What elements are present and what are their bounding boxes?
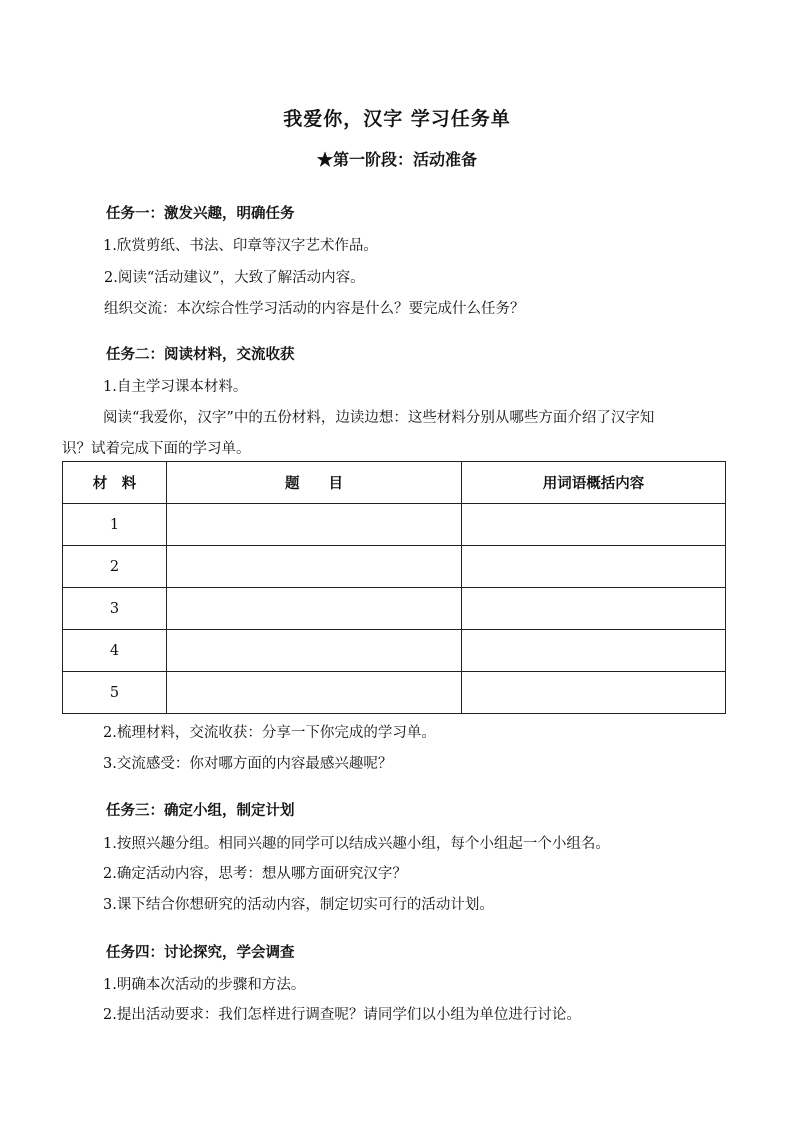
row-number: 2 [63, 546, 167, 588]
table-header-row [63, 462, 726, 504]
title-cell[interactable] [167, 588, 462, 630]
row-number: 3 [63, 588, 167, 630]
task2-reading-line-2: 识？试着完成下面的学习单。 [62, 441, 251, 457]
header-title: 题 目 [167, 462, 462, 504]
summary-cell[interactable] [462, 588, 726, 630]
task4-item-2: 2.提出活动要求：我们怎样进行调查呢？请同学们以小组为单位进行讨论。 [103, 1007, 581, 1023]
title-cell[interactable] [167, 672, 462, 714]
task3-item-2: 2.确定活动内容，思考：想从哪方面研究汉字？ [103, 866, 407, 882]
task3-item-1: 1.按照兴趣分组。相同兴趣的同学可以结成兴趣小组，每个小组起一个小组名。 [103, 836, 610, 852]
row-number: 4 [63, 630, 167, 672]
table-row [63, 672, 726, 714]
table-row [63, 546, 726, 588]
task3-heading: 任务三：确定小组，制定计划 [106, 802, 295, 819]
task1-item-2: 2.阅读“活动建议”，大致了解活动内容。 [104, 270, 365, 286]
task1-discussion: 组织交流：本次综合性学习活动的内容是什么？要完成什么任务？ [104, 301, 525, 317]
task3-item-3: 3.课下结合你想研究的活动内容，制定切实可行的活动计划。 [103, 897, 494, 913]
table-row [63, 630, 726, 672]
stage-heading: ★第一阶段：活动准备 [316, 150, 477, 169]
title-cell[interactable] [167, 504, 462, 546]
task2-reading-line-1: 阅读“我爱你，汉字”中的五份材料，边读边想：这些材料分别从哪些方面介绍了汉字知 [103, 410, 655, 426]
summary-cell[interactable] [462, 630, 726, 672]
task2-item-3: 3.交流感受：你对哪方面的内容最感兴趣呢？ [103, 756, 393, 772]
table-row [63, 588, 726, 630]
title-cell[interactable] [167, 546, 462, 588]
task2-item-2: 2.梳理材料，交流收获：分享一下你完成的学习单。 [103, 725, 436, 741]
task1-heading: 任务一：激发兴趣，明确任务 [106, 205, 295, 222]
task1-item-1: 1.欣赏剪纸、书法、印章等汉字艺术作品。 [103, 238, 378, 254]
summary-cell[interactable] [462, 672, 726, 714]
table-row [63, 504, 726, 546]
summary-cell[interactable] [462, 546, 726, 588]
task2-heading: 任务二：阅读材料，交流收获 [106, 346, 295, 363]
header-material: 材 料 [63, 462, 167, 504]
header-summary: 用词语概括内容 [462, 462, 726, 504]
row-number: 5 [63, 672, 167, 714]
title-cell[interactable] [167, 630, 462, 672]
task4-heading: 任务四：讨论探究，学会调查 [106, 944, 295, 961]
task2-item-1: 1.自主学习课本材料。 [103, 379, 248, 395]
study-table [62, 461, 726, 714]
summary-cell[interactable] [462, 504, 726, 546]
page-title: 我爱你，汉字 学习任务单 [283, 108, 511, 130]
row-number: 1 [63, 504, 167, 546]
task4-item-1: 1.明确本次活动的步骤和方法。 [103, 977, 306, 993]
